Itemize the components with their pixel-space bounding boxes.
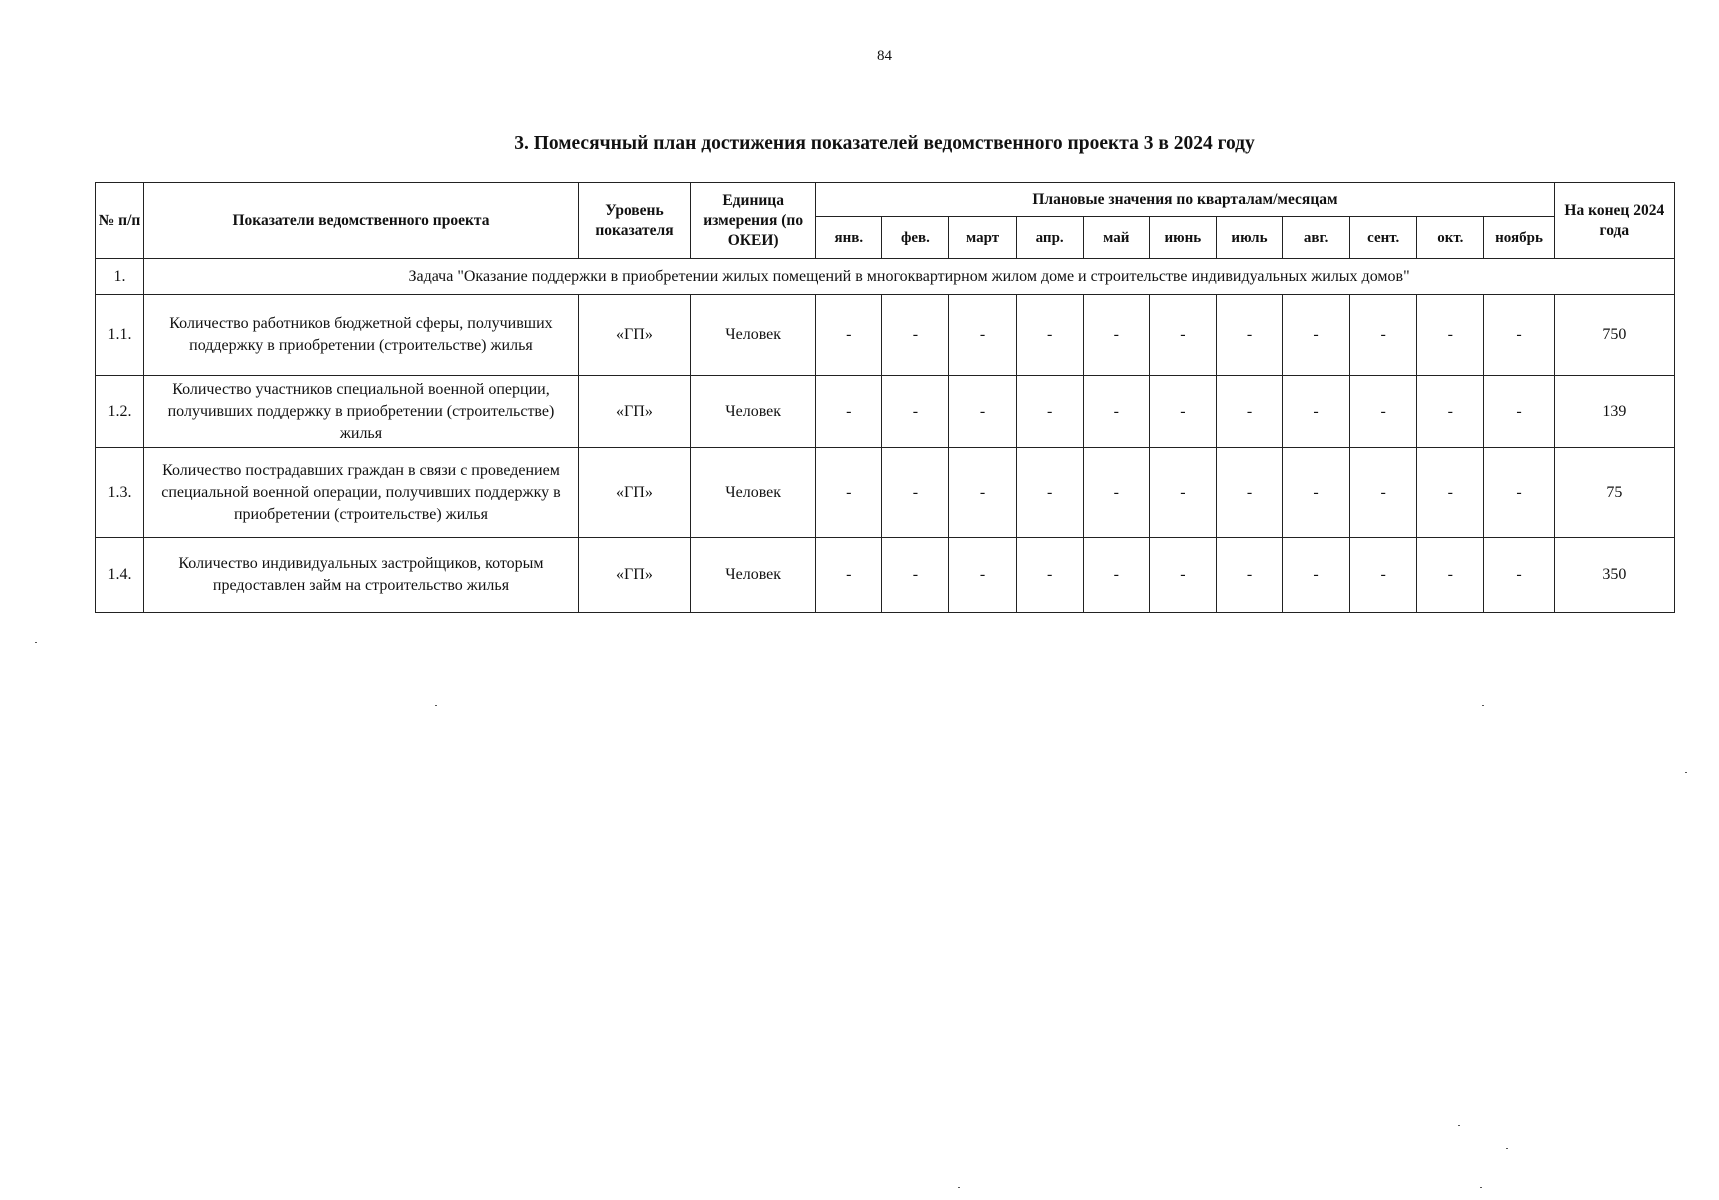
unit-of-measure: Человек [691, 538, 816, 613]
monthly-value: - [1083, 448, 1149, 538]
monthly-value: - [1417, 295, 1484, 376]
scan-speck [1480, 1187, 1482, 1188]
table-body [96, 259, 1675, 613]
unit-of-measure: Человек [691, 376, 816, 448]
monthly-value: - [1283, 448, 1350, 538]
table-row [96, 295, 1675, 376]
monthly-value: - [1484, 376, 1554, 448]
header-month: апр. [1016, 217, 1083, 259]
monthly-value: - [882, 376, 949, 448]
scan-speck [1506, 1148, 1508, 1149]
monthly-value: - [1417, 448, 1484, 538]
header-month: янв. [816, 217, 882, 259]
header-month: сент. [1350, 217, 1417, 259]
monthly-value: - [1350, 448, 1417, 538]
task-number: 1. [96, 259, 144, 295]
monthly-value: - [1216, 538, 1282, 613]
monthly-value: - [882, 448, 949, 538]
page-number: 84 [877, 48, 892, 64]
header-month: окт. [1417, 217, 1484, 259]
end-of-year-value: 139 [1554, 376, 1674, 448]
monthly-value: - [1350, 295, 1417, 376]
row-number: 1.3. [96, 448, 144, 538]
monthly-value: - [1149, 448, 1216, 538]
header-month: июнь [1149, 217, 1216, 259]
indicator-level: «ГП» [578, 448, 690, 538]
monthly-value: - [1016, 295, 1083, 376]
indicator-name: Количество работников бюджетной сферы, получивших поддержку в приобретении (строительстве) жилья [144, 295, 579, 376]
header-month: фев. [882, 217, 949, 259]
monthly-value: - [816, 448, 882, 538]
scan-speck [35, 642, 37, 643]
document-title: 3. Помесячный план достижения показателей ведомственного проекта 3 в 2024 году [514, 133, 1255, 154]
monthly-value: - [1016, 538, 1083, 613]
monthly-value: - [1484, 448, 1554, 538]
indicator-level: «ГП» [578, 295, 690, 376]
header-month: июль [1216, 217, 1282, 259]
monthly-value: - [1350, 376, 1417, 448]
header-planned-values: Плановые значения по кварталам/месяцам [816, 183, 1554, 217]
indicator-name: Количество пострадавших граждан в связи с проведением специальной военной операции, получивших поддержку в приобретении (строительстве) жилья [144, 448, 579, 538]
monthly-value: - [1283, 538, 1350, 613]
scan-speck [435, 705, 437, 706]
monthly-value: - [1216, 448, 1282, 538]
monthly-value: - [816, 538, 882, 613]
task-text: Задача "Оказание поддержки в приобретении жилых помещений в многоквартирном жилом доме и строительстве индивидуальных жилых домов" [144, 259, 1675, 295]
header-month: авг. [1283, 217, 1350, 259]
monthly-value: - [1216, 376, 1282, 448]
indicator-level: «ГП» [578, 538, 690, 613]
scan-speck [1482, 705, 1484, 706]
monthly-value: - [949, 538, 1016, 613]
row-number: 1.4. [96, 538, 144, 613]
monthly-value: - [1417, 538, 1484, 613]
monthly-value: - [1083, 538, 1149, 613]
header-number: № п/п [96, 183, 144, 259]
monthly-value: - [1083, 295, 1149, 376]
monthly-value: - [1350, 538, 1417, 613]
monthly-value: - [1216, 295, 1282, 376]
header-level: Уровень показателя [578, 183, 690, 259]
monthly-value: - [882, 538, 949, 613]
monthly-value: - [882, 295, 949, 376]
scan-speck [1458, 1125, 1460, 1126]
row-number: 1.2. [96, 376, 144, 448]
indicator-name: Количество индивидуальных застройщиков, которым предоставлен займ на строительство жилья [144, 538, 579, 613]
header-indicator: Показатели ведомственного проекта [144, 183, 579, 259]
monthly-value: - [1016, 448, 1083, 538]
indicator-level: «ГП» [578, 376, 690, 448]
monthly-value: - [1149, 538, 1216, 613]
monthly-value: - [816, 376, 882, 448]
monthly-value: - [949, 295, 1016, 376]
end-of-year-value: 75 [1554, 448, 1674, 538]
end-of-year-value: 750 [1554, 295, 1674, 376]
header-end-of-year: На конец 2024 года [1554, 183, 1674, 259]
monthly-value: - [1149, 376, 1216, 448]
unit-of-measure: Человек [691, 295, 816, 376]
table-row [96, 376, 1675, 448]
monthly-value: - [949, 376, 1016, 448]
monthly-value: - [949, 448, 1016, 538]
table-header [96, 183, 1675, 259]
scan-speck [958, 1187, 960, 1188]
header-month: ноябрь [1484, 217, 1554, 259]
monthly-value: - [1149, 295, 1216, 376]
monthly-value: - [816, 295, 882, 376]
monthly-value: - [1417, 376, 1484, 448]
header-month: март [949, 217, 1016, 259]
monthly-plan-table [95, 182, 1675, 613]
header-month: май [1083, 217, 1149, 259]
table-row [96, 448, 1675, 538]
monthly-value: - [1016, 376, 1083, 448]
monthly-value: - [1283, 376, 1350, 448]
monthly-value: - [1283, 295, 1350, 376]
end-of-year-value: 350 [1554, 538, 1674, 613]
task-row [96, 259, 1675, 295]
monthly-value: - [1484, 538, 1554, 613]
table-row [96, 538, 1675, 613]
scan-speck [1685, 772, 1687, 773]
monthly-value: - [1083, 376, 1149, 448]
unit-of-measure: Человек [691, 448, 816, 538]
indicator-name: Количество участников специальной военной оперции, получивших поддержку в приобретении (строительстве) жилья [144, 376, 579, 448]
row-number: 1.1. [96, 295, 144, 376]
monthly-value: - [1484, 295, 1554, 376]
header-unit: Единица измерения (по ОКЕИ) [691, 183, 816, 259]
